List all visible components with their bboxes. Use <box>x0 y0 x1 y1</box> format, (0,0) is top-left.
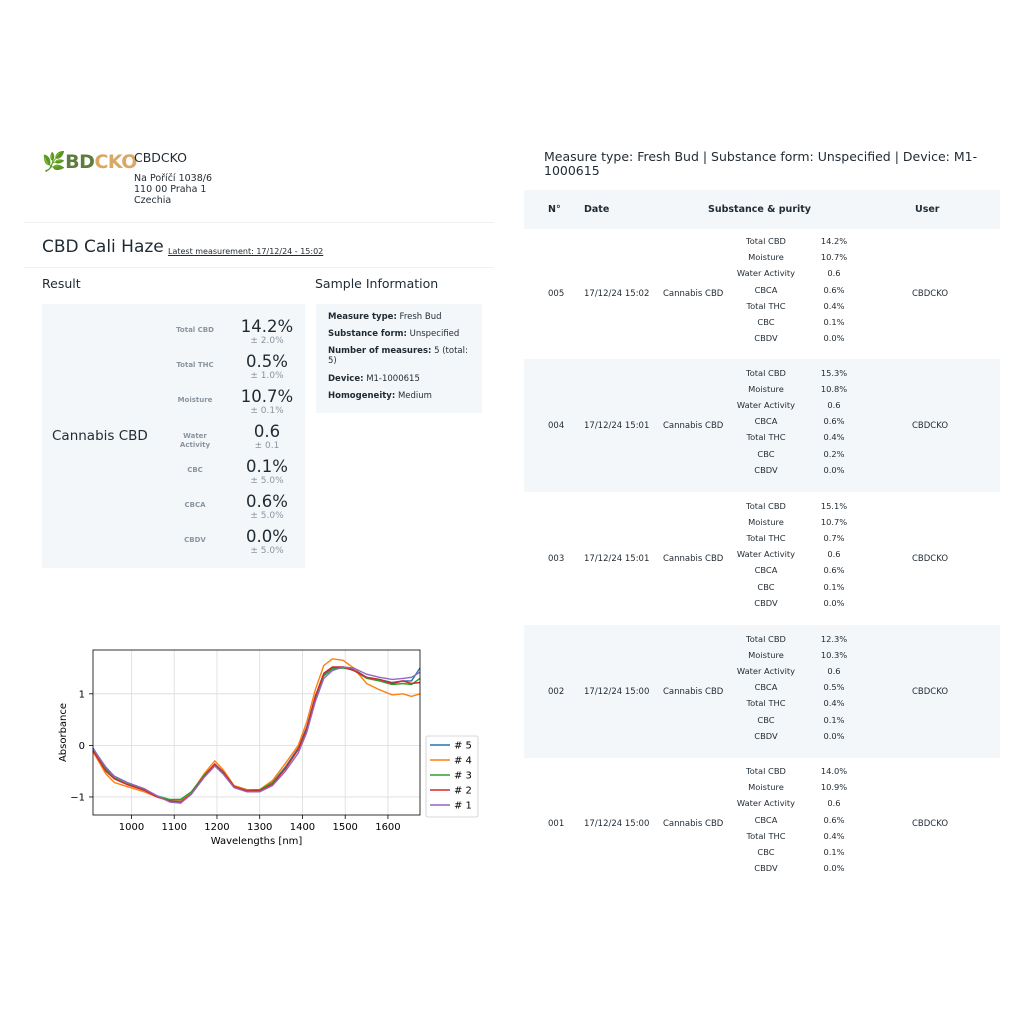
row-user: CBDCKO <box>912 819 949 829</box>
purity-value: 14.2% <box>820 236 848 246</box>
purity-label: Total THC <box>746 698 786 709</box>
purity-value: 0.6 <box>827 399 841 410</box>
purity-label: CBCA <box>754 284 778 295</box>
purity-label: CBCA <box>754 565 778 576</box>
row-date: 17/12/24 15:02 <box>584 289 650 299</box>
purity-value: 0.1% <box>823 581 845 592</box>
company-logo: 🌿BDCKO <box>42 151 137 173</box>
product-title: CBD Cali Haze <box>42 237 164 257</box>
latest-measurement-link[interactable]: Latest measurement: 17/12/24 - 15:02 <box>168 247 324 256</box>
result-label: Water Activity <box>179 432 211 449</box>
purity-value: 0.6% <box>823 416 845 427</box>
purity-label: CBDV <box>754 863 778 874</box>
result-tolerance: ± 5.0% <box>250 546 284 556</box>
purity-label: CBC <box>757 317 775 327</box>
result-substance: Cannabis CBD <box>52 428 148 444</box>
purity-value: 0.6 <box>827 268 841 279</box>
purity-value: 0.1% <box>823 847 845 857</box>
purity-label: Water Activity <box>736 798 796 809</box>
row-substance: Cannabis CBD <box>663 553 724 564</box>
result-label: Total THC <box>176 361 214 369</box>
purity-label: Total CBD <box>746 633 786 644</box>
x-tick-label: 1500 <box>332 822 358 833</box>
legend-label: # 4 <box>454 755 472 767</box>
result-value: 0.1% <box>246 457 288 476</box>
row-user: CBDCKO <box>912 420 949 431</box>
result-tolerance: ± 5.0% <box>250 511 284 521</box>
y-axis-label: Absorbance <box>58 702 69 763</box>
x-tick-label: 1000 <box>118 822 145 833</box>
sample-homogeneity: Homogeneity: Medium <box>328 391 432 401</box>
row-date: 17/12/24 15:01 <box>584 553 650 564</box>
sample-substance-form: Substance form: Unspecified <box>328 329 460 339</box>
x-tick-label: 1600 <box>375 822 401 833</box>
purity-value: 0.7% <box>823 532 845 543</box>
purity-label: CBCA <box>754 416 778 427</box>
company-name: CBDCKO <box>134 150 188 165</box>
purity-value: 0.0% <box>823 863 845 874</box>
purity-value: 0.6 <box>827 798 841 809</box>
purity-value: 0.4% <box>823 698 845 709</box>
purity-value: 15.3% <box>820 367 848 378</box>
row-substance: Cannabis CBD <box>663 289 724 299</box>
row-date: 17/12/24 15:00 <box>584 686 650 697</box>
x-tick-label: 1400 <box>289 822 316 833</box>
purity-label: Total THC <box>746 830 786 841</box>
row-substance: Cannabis CBD <box>663 686 724 697</box>
result-label: Moisture <box>177 396 213 404</box>
purity-value: 10.8% <box>820 383 848 394</box>
purity-label: Moisture <box>748 383 784 394</box>
result-tolerance: ± 5.0% <box>250 476 284 486</box>
result-tolerance: ± 2.0% <box>250 336 284 346</box>
purity-label: Total CBD <box>746 367 786 378</box>
result-tolerance: ± 1.0% <box>250 371 284 381</box>
row-user: CBDCKO <box>912 686 949 697</box>
purity-value: 0.5% <box>823 682 845 693</box>
purity-value: 10.9% <box>820 782 848 793</box>
result-tolerance: ± 0.1% <box>250 406 284 416</box>
column-header-substance: Substance & purity <box>708 204 811 215</box>
purity-label: CBC <box>757 847 775 857</box>
purity-value: 0.0% <box>823 464 845 475</box>
purity-label: Moisture <box>748 649 784 660</box>
purity-value: 0.0% <box>823 597 845 608</box>
purity-label: Total THC <box>746 432 786 443</box>
y-tick-label: 0 <box>78 740 85 752</box>
table-header <box>524 190 1000 229</box>
purity-label: CBCA <box>754 814 778 825</box>
purity-value: 0.0% <box>823 333 845 344</box>
result-value: 0.6% <box>246 492 288 511</box>
measures-header: Measure type: Fresh Bud | Substance form: Unspecified | Device: M1-1000615 <box>544 149 978 178</box>
row-date: 17/12/24 15:00 <box>584 819 650 829</box>
purity-value: 0.6 <box>827 549 841 560</box>
sample-heading: Sample Information <box>315 276 439 291</box>
purity-label: Total THC <box>746 300 786 311</box>
purity-value: 0.6 <box>827 665 841 676</box>
legend-label: # 3 <box>454 770 472 782</box>
address-line: 110 00 Praha 1 <box>134 184 207 195</box>
purity-label: Moisture <box>748 516 784 527</box>
series-line <box>93 659 420 801</box>
purity-label: Moisture <box>748 252 784 263</box>
row-number: 005 <box>548 289 565 299</box>
purity-label: Water Activity <box>736 549 796 560</box>
purity-label: CBDV <box>754 597 778 608</box>
purity-value: 0.6% <box>823 565 845 576</box>
result-label: CBDV <box>184 536 206 544</box>
company-address <box>134 173 212 206</box>
x-tick-label: 1100 <box>161 822 187 833</box>
purity-value: 10.3% <box>820 649 848 660</box>
purity-label: CBC <box>757 714 775 725</box>
purity-value: 0.2% <box>823 448 845 459</box>
row-substance: Cannabis CBD <box>663 420 724 431</box>
purity-value: 15.1% <box>820 500 848 511</box>
result-tolerance: ± 0.1 <box>254 441 280 451</box>
y-tick-label: 1 <box>78 689 85 701</box>
result-value: 0.6 <box>253 422 281 441</box>
y-tick-label: −1 <box>70 792 85 804</box>
purity-label: Water Activity <box>736 268 796 279</box>
series-line <box>93 667 420 800</box>
row-number: 002 <box>548 686 565 697</box>
purity-label: Water Activity <box>736 399 796 410</box>
sample-device: Device: M1-1000615 <box>328 374 420 384</box>
row-substance: Cannabis CBD <box>663 819 724 829</box>
purity-label: CBDV <box>754 730 778 741</box>
sample-info-panel <box>316 304 482 413</box>
purity-value: 0.4% <box>823 300 845 311</box>
absorbance-chart <box>40 640 490 850</box>
result-label: CBCA <box>184 501 206 509</box>
sample-measure-type: Measure type: Fresh Bud <box>328 312 442 322</box>
result-value: 14.2% <box>240 317 294 336</box>
purity-value: 0.6% <box>823 284 845 295</box>
purity-label: CBDV <box>754 333 778 344</box>
purity-label: CBCA <box>754 682 778 693</box>
row-number: 004 <box>548 420 565 431</box>
legend-label: # 2 <box>454 785 472 797</box>
purity-value: 14.0% <box>820 766 848 776</box>
column-header-number: N° <box>548 204 561 215</box>
purity-value: 0.1% <box>823 714 845 725</box>
purity-label: CBDV <box>754 464 778 475</box>
purity-label: Total CBD <box>746 236 786 246</box>
column-header-date: Date <box>584 204 610 215</box>
purity-value: 10.7% <box>820 252 848 263</box>
series-line <box>93 667 420 803</box>
row-user: CBDCKO <box>912 553 949 564</box>
purity-label: Total CBD <box>746 766 786 776</box>
result-label: CBC <box>187 466 203 474</box>
purity-value: 10.7% <box>820 516 848 527</box>
divider <box>24 267 494 268</box>
address-line: Na Poříčí 1038/6 <box>134 173 212 184</box>
purity-label: CBC <box>757 448 775 459</box>
column-header-user: User <box>915 204 940 215</box>
row-date: 17/12/24 15:01 <box>584 420 650 431</box>
address-line: Czechia <box>134 195 172 206</box>
result-value: 0.0% <box>246 527 288 546</box>
purity-value: 0.1% <box>823 317 845 327</box>
result-value: 10.7% <box>240 387 294 406</box>
purity-label: CBC <box>757 581 775 592</box>
purity-label: Total THC <box>746 532 786 543</box>
row-number: 003 <box>548 553 565 564</box>
purity-label: Total CBD <box>746 500 786 511</box>
legend-label: # 1 <box>454 800 472 812</box>
sample-number-of-measures: Number of measures: 5 (total: 5) <box>328 346 468 366</box>
x-axis-label: Wavelengths [nm] <box>210 836 303 847</box>
row-number: 001 <box>548 819 565 829</box>
row-user: CBDCKO <box>912 289 949 299</box>
purity-value: 0.4% <box>823 830 845 841</box>
x-tick-label: 1300 <box>246 822 273 833</box>
purity-label: Water Activity <box>736 665 796 676</box>
series-line <box>93 668 420 800</box>
x-tick-label: 1200 <box>204 822 230 833</box>
series-line <box>93 667 420 802</box>
purity-value: 12.3% <box>820 633 848 644</box>
purity-value: 0.0% <box>823 730 845 741</box>
result-value: 0.5% <box>246 352 288 371</box>
legend-label: # 5 <box>454 740 472 752</box>
result-heading: Result <box>42 276 81 291</box>
result-label: Total CBD <box>176 326 214 334</box>
divider <box>24 222 494 223</box>
purity-value: 0.6% <box>823 814 845 825</box>
purity-label: Moisture <box>748 782 784 793</box>
purity-value: 0.4% <box>823 432 845 443</box>
